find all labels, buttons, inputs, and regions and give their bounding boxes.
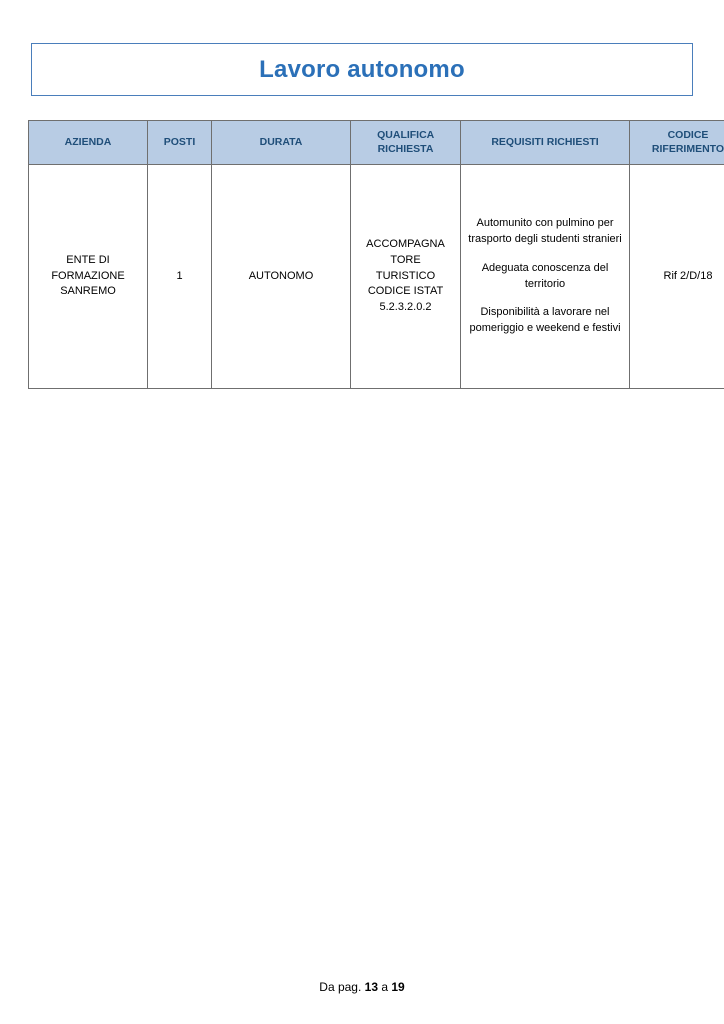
azienda-line3: SANREMO <box>60 285 116 298</box>
page-title-banner <box>31 43 693 96</box>
qualifica-line3: TURISTICO <box>375 269 436 282</box>
cell-durata: AUTONOMO <box>212 165 351 389</box>
requisiti-spacer-1 <box>466 248 624 261</box>
cell-azienda <box>29 165 148 389</box>
page-title: Lavoro autonomo <box>259 55 465 83</box>
cell-posti: 1 <box>148 165 212 389</box>
qualifica-line5: 5.2.3.2.0.2 <box>379 301 432 314</box>
qualifica-line4: CODICE ISTAT <box>367 285 444 298</box>
column-header-azienda: AZIENDA <box>29 121 148 165</box>
column-header-durata: DURATA <box>212 121 351 165</box>
qualifica-line1: ACCOMPAGNA <box>366 237 445 250</box>
table-body <box>29 165 724 389</box>
column-header-qualifica-line2: RICHIESTA <box>377 142 434 155</box>
cell-requisiti <box>461 165 630 389</box>
cell-codice-riferimento: Rif 2/D/18 <box>630 165 724 389</box>
qualifica-line2: TORE <box>390 253 421 266</box>
requisito-2: Adeguata conoscenza del territorio <box>481 261 609 290</box>
requisito-1: Automunito con pulmino per trasporto degli studenti stranieri <box>468 216 622 245</box>
azienda-line1: ENTE DI <box>66 253 110 266</box>
cell-qualifica <box>351 165 461 389</box>
column-header-codice-line2: RIFERIMENTO <box>651 142 724 155</box>
footer-middle: a <box>378 980 392 994</box>
footer-total-pages: 19 <box>391 980 405 994</box>
footer-prefix: Da pag. <box>319 980 365 994</box>
column-header-posti: POSTI <box>148 121 212 165</box>
azienda-line2: FORMAZIONE <box>51 269 125 282</box>
table-row <box>29 165 724 389</box>
column-header-codice-line1: CODICE <box>667 129 709 142</box>
requisiti-spacer-2 <box>466 292 624 305</box>
job-listings-table <box>28 120 724 389</box>
column-header-codice-riferimento <box>630 121 724 165</box>
footer-current-page: 13 <box>364 980 379 994</box>
table-header <box>29 121 724 165</box>
column-header-qualifica-line1: QUALIFICA <box>377 129 434 142</box>
column-header-requisiti-richiesti: REQUISITI RICHIESTI <box>461 121 630 165</box>
column-header-qualifica-richiesta <box>351 121 461 165</box>
requisito-3: Disponibilità a lavorare nel pomeriggio e weekend e festivi <box>469 306 621 335</box>
table-header-row <box>29 121 724 165</box>
page-footer <box>0 980 724 994</box>
